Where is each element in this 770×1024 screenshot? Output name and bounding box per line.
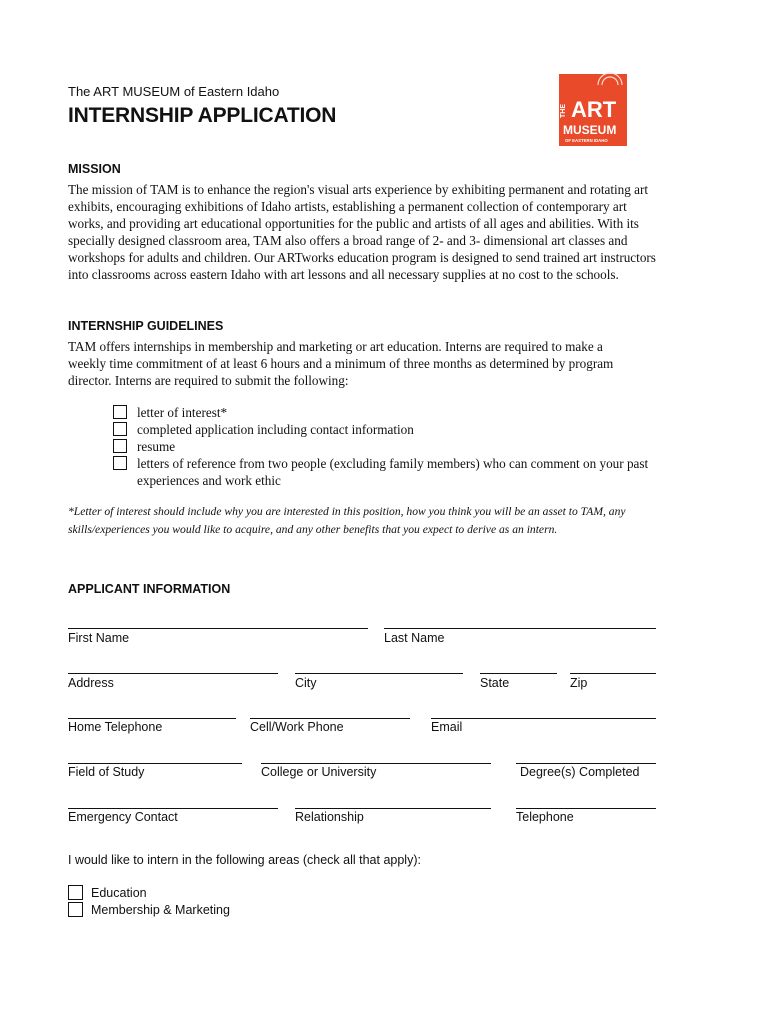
areas-intro: I would like to intern in the following areas (check all that apply): [68,853,421,867]
degrees-label: Degree(s) Completed [520,765,640,779]
letter-of-interest-checkbox[interactable] [113,405,127,419]
applicant-heading: APPLICANT INFORMATION [68,582,231,596]
college-field[interactable] [261,763,491,764]
home-telephone-field[interactable] [68,718,236,719]
mission-heading: MISSION [68,162,121,176]
mission-text: The mission of TAM is to enhance the region's visual arts experience by exhibiting permanent and rotating art exhibits, encouraging exhibitions of Idaho artists, establishing a permanent collection of contemporary art works, and providing art educational opportunities for the public and artists of all ages and abilities. With its specially designed classroom area, TAM also offers a broad range of 2- and 3- dimensional art classes and workshops for adults and children. Our ARTworks education program is designed to send trained art instructors into classrooms across eastern Idaho with art lessons and all necessary supplies at no cost to the schools. [68,182,656,282]
checklist-item: resume [113,438,653,455]
state-field[interactable] [480,673,557,674]
page-title: INTERNSHIP APPLICATION [68,104,337,127]
organization-name: The ART MUSEUM of Eastern Idaho [68,84,280,99]
logo-subtitle-text: OF EASTERN IDAHO [565,138,608,143]
logo-the-text: THE [560,104,567,118]
address-field[interactable] [68,673,278,674]
checklist-item: completed application including contact information [113,421,653,438]
field-of-study-field[interactable] [68,763,242,764]
relationship-label: Relationship [295,810,364,824]
zip-label: Zip [570,676,588,690]
education-checkbox[interactable] [68,885,83,900]
logo-museum-text: MUSEUM [563,123,617,137]
telephone-field[interactable] [516,808,656,809]
area-option-membership-marketing[interactable]: Membership & Marketing [68,902,230,917]
first-name-field[interactable] [68,628,368,629]
application-checkbox[interactable] [113,422,127,436]
last-name-field[interactable] [384,628,656,629]
college-label: College or University [261,765,377,779]
checklist-item: letter of interest* [113,404,653,421]
degrees-field[interactable] [516,763,656,764]
art-museum-logo [559,70,627,146]
area-option-education[interactable]: Education [68,885,147,900]
emergency-contact-label: Emergency Contact [68,810,178,824]
cell-phone-label: Cell/Work Phone [250,720,344,734]
cell-phone-field[interactable] [250,718,410,719]
state-label: State [480,676,510,690]
relationship-field[interactable] [295,808,491,809]
city-label: City [295,676,317,690]
field-of-study-label: Field of Study [68,765,145,779]
requirements-checklist [113,404,653,489]
city-field[interactable] [295,673,463,674]
resume-checkbox[interactable] [113,439,127,453]
zip-field[interactable] [570,673,656,674]
home-telephone-label: Home Telephone [68,720,163,734]
first-name-label: First Name [68,631,130,645]
membership-marketing-checkbox[interactable] [68,902,83,917]
telephone-label: Telephone [516,810,574,824]
address-label: Address [68,676,114,690]
email-label: Email [431,720,463,734]
email-field[interactable] [431,718,656,719]
emergency-contact-field[interactable] [68,808,278,809]
checklist-item: letters of reference from two people (excluding family members) who can comment on your past experiences and work ethic [113,455,653,489]
guidelines-text: TAM offers internships in membership and marketing or art education. Interns are required to make a weekly time commitment of at least 6 hours and a minimum of three months as determined by program director. Interns are required to submit the following: [68,339,614,388]
guidelines-heading: INTERNSHIP GUIDELINES [68,319,224,333]
logo-art-text: ART [571,97,617,122]
references-checkbox[interactable] [113,456,127,470]
last-name-label: Last Name [384,631,445,645]
letter-note: *Letter of interest should include why you are interested in this position, how you think you will be an asset to TAM, any skills/experiences you would like to acquire, and any other benefits that you expect to derive as an intern. [68,505,626,536]
